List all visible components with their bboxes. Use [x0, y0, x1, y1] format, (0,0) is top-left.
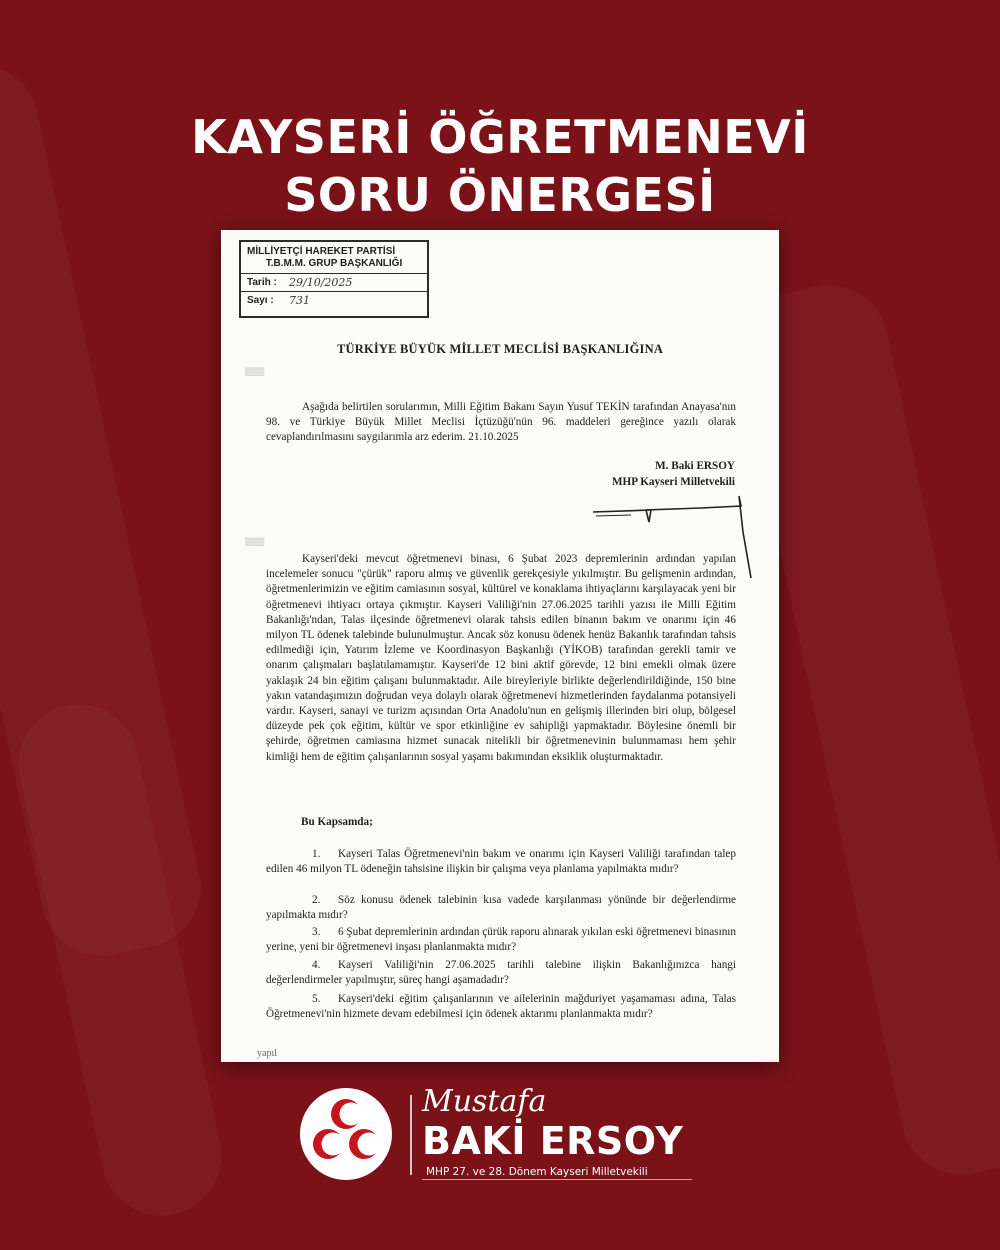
question-text: 6 Şubat depremlerinin ardından çürük raporu alınarak yıkılan eski öğretmenevi binasının yerine, yeni bir öğretmenevi inşası planlanmakta mıdır?	[266, 926, 736, 954]
scan-mark: ▒▒▒▒	[245, 538, 265, 547]
brand-subtitle: MHP 27. ve 28. Dönem Kayseri Milletvekili	[426, 1166, 648, 1178]
stamp-office: T.B.M.M. GRUP BAŞKANLIĞI	[265, 258, 403, 269]
question-text: Söz konusu ödenek talebinin kısa vadede karşılanması yönünde bir değerlendirme yapılmakta mıdır?	[266, 894, 736, 922]
mhp-crescents-icon	[300, 1088, 392, 1180]
scan-mark: ▒▒▒▒	[245, 368, 265, 377]
question-number: 3.	[312, 926, 321, 938]
headline-line-2: SORU ÖNERGESİ	[284, 168, 716, 222]
brand-first-name: Mustafa	[422, 1084, 547, 1119]
body-paragraph: Kayseri'deki mevcut öğretmenevi binası, 6 Şubat 2023 depremlerinin ardından yapılan incelemeler sonucu "çürük" raporu almış ve güvenlik gerekçesiyle yıkılmıştır. Bu gelişmenin ardından, öğretmenlerimizin ve eğitim camiasının sosyal, kültürel ve konaklama ihtiyaçlarını karşılayacak yeni bir öğretmenevi ihtiyacı ortaya çıkmıştır. Kayseri Valiliği'nin 27.06.2025 tarihli yazısı ile Milli Eğitim Bakanlığı'ndan, Talas ilçesinde öğretmenevi olarak tahsis edilen binanın bakım ve onarımı için 46 milyon TL ödenek talebinde bulunulmuştur. Ancak söz konusu ödenek henüz Bakanlık tarafından tahsis edilmediği için, Yatırım İzleme ve Koordinasyon Başkanlığı (YİKOB) tarafından gerekli tamir ve onarım çalışmaları başlatılamamıştır. Kayseri'de 12 bini aktif görevde, 12 bini emekli olmak üzere yaklaşık 24 bin eğitim çalışanı bulunmaktadır. Aile bireyleriyle birlikte değerlendirildiğinde, 150 bine yakın vatandaşımızın doğrudan veya dolaylı olarak öğretmenevi hizmetlerinden faydalanma potansiyeli vardır. Kayseri, sanayi ve turizm açısından Orta Anadolu'nun en gelişmiş illerinden biri olup, bölgesel düzeyde pek çok eğitim, kültür ve spor etkinliğine ev sahipliği yapmaktadır. Böylesine önemli bir şehirde, öğretmen camiasına hizmet sunacak nitelikli bir öğretmenevinin bulunmaması hem şehir kimliği hem de eğitim çalışanlarının sosyal yaşamı bakımından eksiklik oluşturmaktadır.	[266, 553, 736, 763]
question-number: 5.	[312, 993, 321, 1005]
question-item	[266, 992, 736, 1022]
stamp-party: MİLLİYETÇİ HAREKET PARTİSİ	[247, 246, 396, 257]
question-number: 4.	[312, 959, 321, 971]
stamp-number-row	[241, 292, 427, 309]
signer-name: M. Baki ERSOY	[655, 460, 735, 472]
question-text: Kayseri'deki eğitim çalışanlarının ve ailelerinin mağduriyet yaşamaması adına, Talas Öğretmenevi'nin hizmete devam edebilmesi için ödenek aktarımı planlanmakta mıdır?	[266, 993, 736, 1021]
document-title: TÜRKİYE BÜYÜK MİLLET MECLİSİ BAŞKANLIĞINA	[336, 342, 664, 356]
brand-divider	[410, 1095, 412, 1175]
question-item	[266, 847, 736, 877]
question-number: 1.	[312, 848, 321, 860]
question-item	[266, 925, 736, 955]
question-text: Kayseri Valiliği'nin 27.06.2025 tarihli talebine ilişkin Bakanlığınızca hangi değerlendirmeler yapılmıştır, süreç hangi aşamadadır?	[266, 959, 736, 987]
stamp-header	[241, 242, 427, 274]
question-text: Kayseri Talas Öğretmenevi'nin bakım ve onarımı için Kayseri Valiliği tarafından talep edilen 46 milyon TL ödeneğin tahsisine ilişkin bir çalışma veya planlama yapılmakta mıdır?	[266, 848, 736, 876]
brand-underline	[422, 1179, 692, 1180]
headline	[0, 108, 1000, 224]
stamp-date-row	[241, 274, 427, 292]
signer-block	[612, 458, 735, 490]
question-number: 2.	[312, 894, 321, 906]
question-item	[266, 958, 736, 988]
document-sheet	[221, 230, 779, 1062]
brand-block	[300, 1085, 700, 1195]
registry-stamp	[239, 240, 429, 318]
cutoff-text: yapıl	[257, 1048, 277, 1059]
question-item	[266, 893, 736, 923]
stamp-number-label: Sayı :	[247, 295, 274, 306]
section-heading: Bu Kapsamda;	[301, 816, 373, 828]
stamp-number-value: 731	[289, 294, 310, 307]
stamp-date-value: 29/10/2025	[289, 276, 353, 289]
brand-last-name: BAKİ ERSOY	[422, 1119, 684, 1163]
stamp-date-label: Tarih :	[247, 277, 277, 288]
signer-title: MHP Kayseri Milletvekili	[611, 476, 735, 488]
intro-paragraph: Aşağıda belirtilen sorularımın, Milli Eğitim Bakanı Sayın Yusuf TEKİN tarafından Anayasa'nın 98. ve Türkiye Büyük Millet Meclisi İçtüzüğü'nün 96. maddeleri gereğince yazılı olarak cevaplandırılmasını saygılarımla arz ederim. 21.10.2025	[266, 401, 736, 444]
background-stroke	[7, 693, 232, 1227]
headline-line-1: KAYSERİ ÖĞRETMENEVİ	[191, 110, 809, 164]
